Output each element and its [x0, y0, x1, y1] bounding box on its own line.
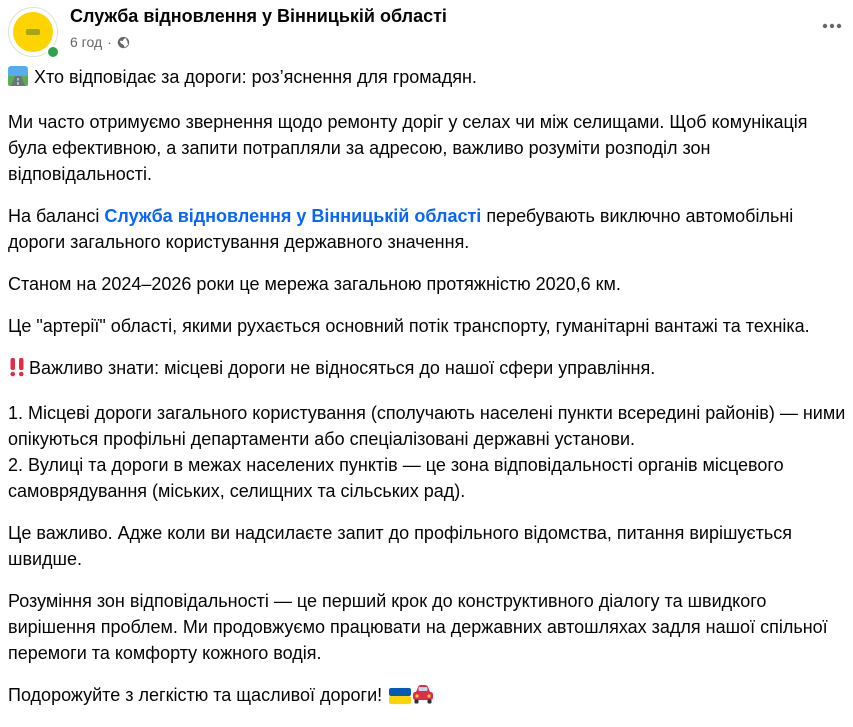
post-time[interactable]: 6 год [70, 34, 103, 50]
paragraph-intro: Ми часто отримуємо звернення щодо ремонту доріг у селах чи між селищами. Щоб комунікація була ефективною, а запити потрапляли за адресою, важливо розуміти розподіл зон відповідальності. [8, 112, 808, 184]
paragraph-balance [8, 203, 848, 255]
car-icon [412, 684, 434, 711]
closing-text: Подорожуйте з легкістю та щасливої дороги! [8, 685, 383, 705]
page-mention-link[interactable]: Служба відновлення у Вінницькій області [104, 206, 482, 226]
list-item-local-roads: 1. Місцеві дороги загального користування (сполучають населені пункти всередині районів) — ними опікуються профільні департаменти або спеціалізовані державні установи. [8, 403, 846, 449]
globe-icon[interactable] [117, 36, 130, 49]
post-header [0, 0, 853, 64]
paragraph-network: Станом на 2024–2026 роки це мережа загальною протяжністю 2020,6 км. [8, 274, 621, 294]
paragraph-closing [8, 682, 848, 711]
post-headline [8, 64, 848, 93]
paragraph-importance: Це важливо. Адже коли ви надсилаєте запит до профільного відомства, питання вирішується швидше. [8, 523, 792, 569]
post-meta [70, 34, 130, 50]
paragraph-conclusion: Розуміння зон відповідальності — це перший крок до конструктивного діалогу та швидкого вирішення проблем. Ми продовжуємо працювати на державних автошляхах задля нашої спільної перемоги та комфорту кожного водія. [8, 591, 828, 663]
page-name-link[interactable]: Служба відновлення у Вінницькій області [70, 6, 447, 26]
post-body [8, 64, 848, 727]
double-exclamation-icon [8, 357, 26, 384]
warning-text: Важливо знати: місцеві дороги не відносяться до нашої сфери управління. [29, 358, 656, 378]
more-options-button[interactable] [819, 13, 845, 39]
meta-separator: · [107, 34, 112, 50]
paragraph-arteries: Це "артерії" області, якими рухається основний потік транспорту, гуманітарні вантажі та техніка. [8, 316, 810, 336]
balance-suffix: перебувають виключно автомобільні дороги загального користування державного значення. [8, 206, 794, 252]
avatar-mark [26, 29, 40, 35]
online-status-icon [46, 45, 60, 59]
list-item-streets: 2. Вулиці та дороги в межах населених пунктів — це зона відповідальності органів місцевого самоврядування (міських, селищних та сільських рад). [8, 455, 784, 501]
paragraph-warning [8, 355, 848, 384]
page-avatar[interactable] [8, 7, 58, 57]
ukraine-flag-icon [389, 685, 411, 711]
avatar-logo [13, 12, 53, 52]
balance-prefix: На балансі [8, 206, 105, 226]
road-emoji-icon [8, 66, 28, 93]
headline-text: Хто відповідає за дороги: роз’яснення для громадян. [34, 67, 477, 87]
